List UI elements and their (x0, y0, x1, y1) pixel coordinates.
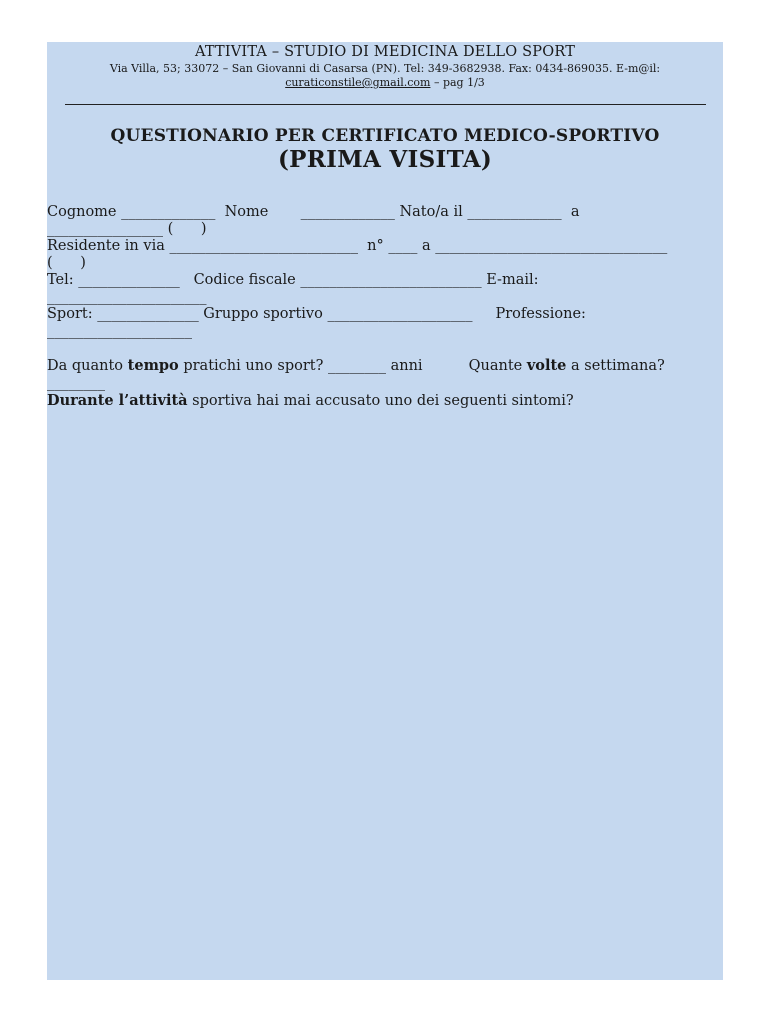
address-text: Via Villa, 53; 33072 – San Giovanni di Casarsa (PN). Tel: 349-3682938. Fax: 0434-869035. E-m@il: (109, 62, 661, 75)
question-symptoms: Durante l’attività sportiva hai mai accusato uno dei seguenti sintomi? (47, 392, 574, 409)
form-line-sport: Sport: ______________ Gruppo sportivo ____________________ Professione: (47, 306, 586, 322)
page-number: – pag 1/3 (430, 76, 485, 89)
email-link[interactable]: curaticonstile@gmail.com (285, 76, 431, 89)
form-line-residence: Residente in via __________________________ n° ____ a ________________________________ (47, 238, 668, 254)
studio-address (47, 62, 723, 90)
question-times-line: ________ (47, 375, 105, 391)
header-divider (65, 104, 706, 105)
form-line-email: ______________________ (47, 289, 207, 305)
form-line-profession: ____________________ (47, 323, 192, 339)
form-line-contacts: Tel: ______________ Codice fiscale _________________________ E-mail: (47, 272, 539, 288)
questionnaire-subtitle: (PRIMA VISITA) (277, 146, 493, 173)
form-line-name: Cognome _____________ Nome _____________ Nato/a il _____________ a (47, 204, 580, 220)
questionnaire-title: QUESTIONARIO PER CERTIFICATO MEDICO-SPORTIVO (110, 126, 660, 146)
form-line-birthplace: ________________ ( ) (47, 221, 207, 237)
document-page (47, 42, 723, 980)
question-time: Da quanto tempo pratichi uno sport? ________ anni Quante volte a settimana? (47, 357, 665, 374)
studio-title: ATTIVITA – STUDIO DI MEDICINA DELLO SPORT (194, 44, 576, 60)
form-line-province: ( ) (47, 255, 86, 271)
